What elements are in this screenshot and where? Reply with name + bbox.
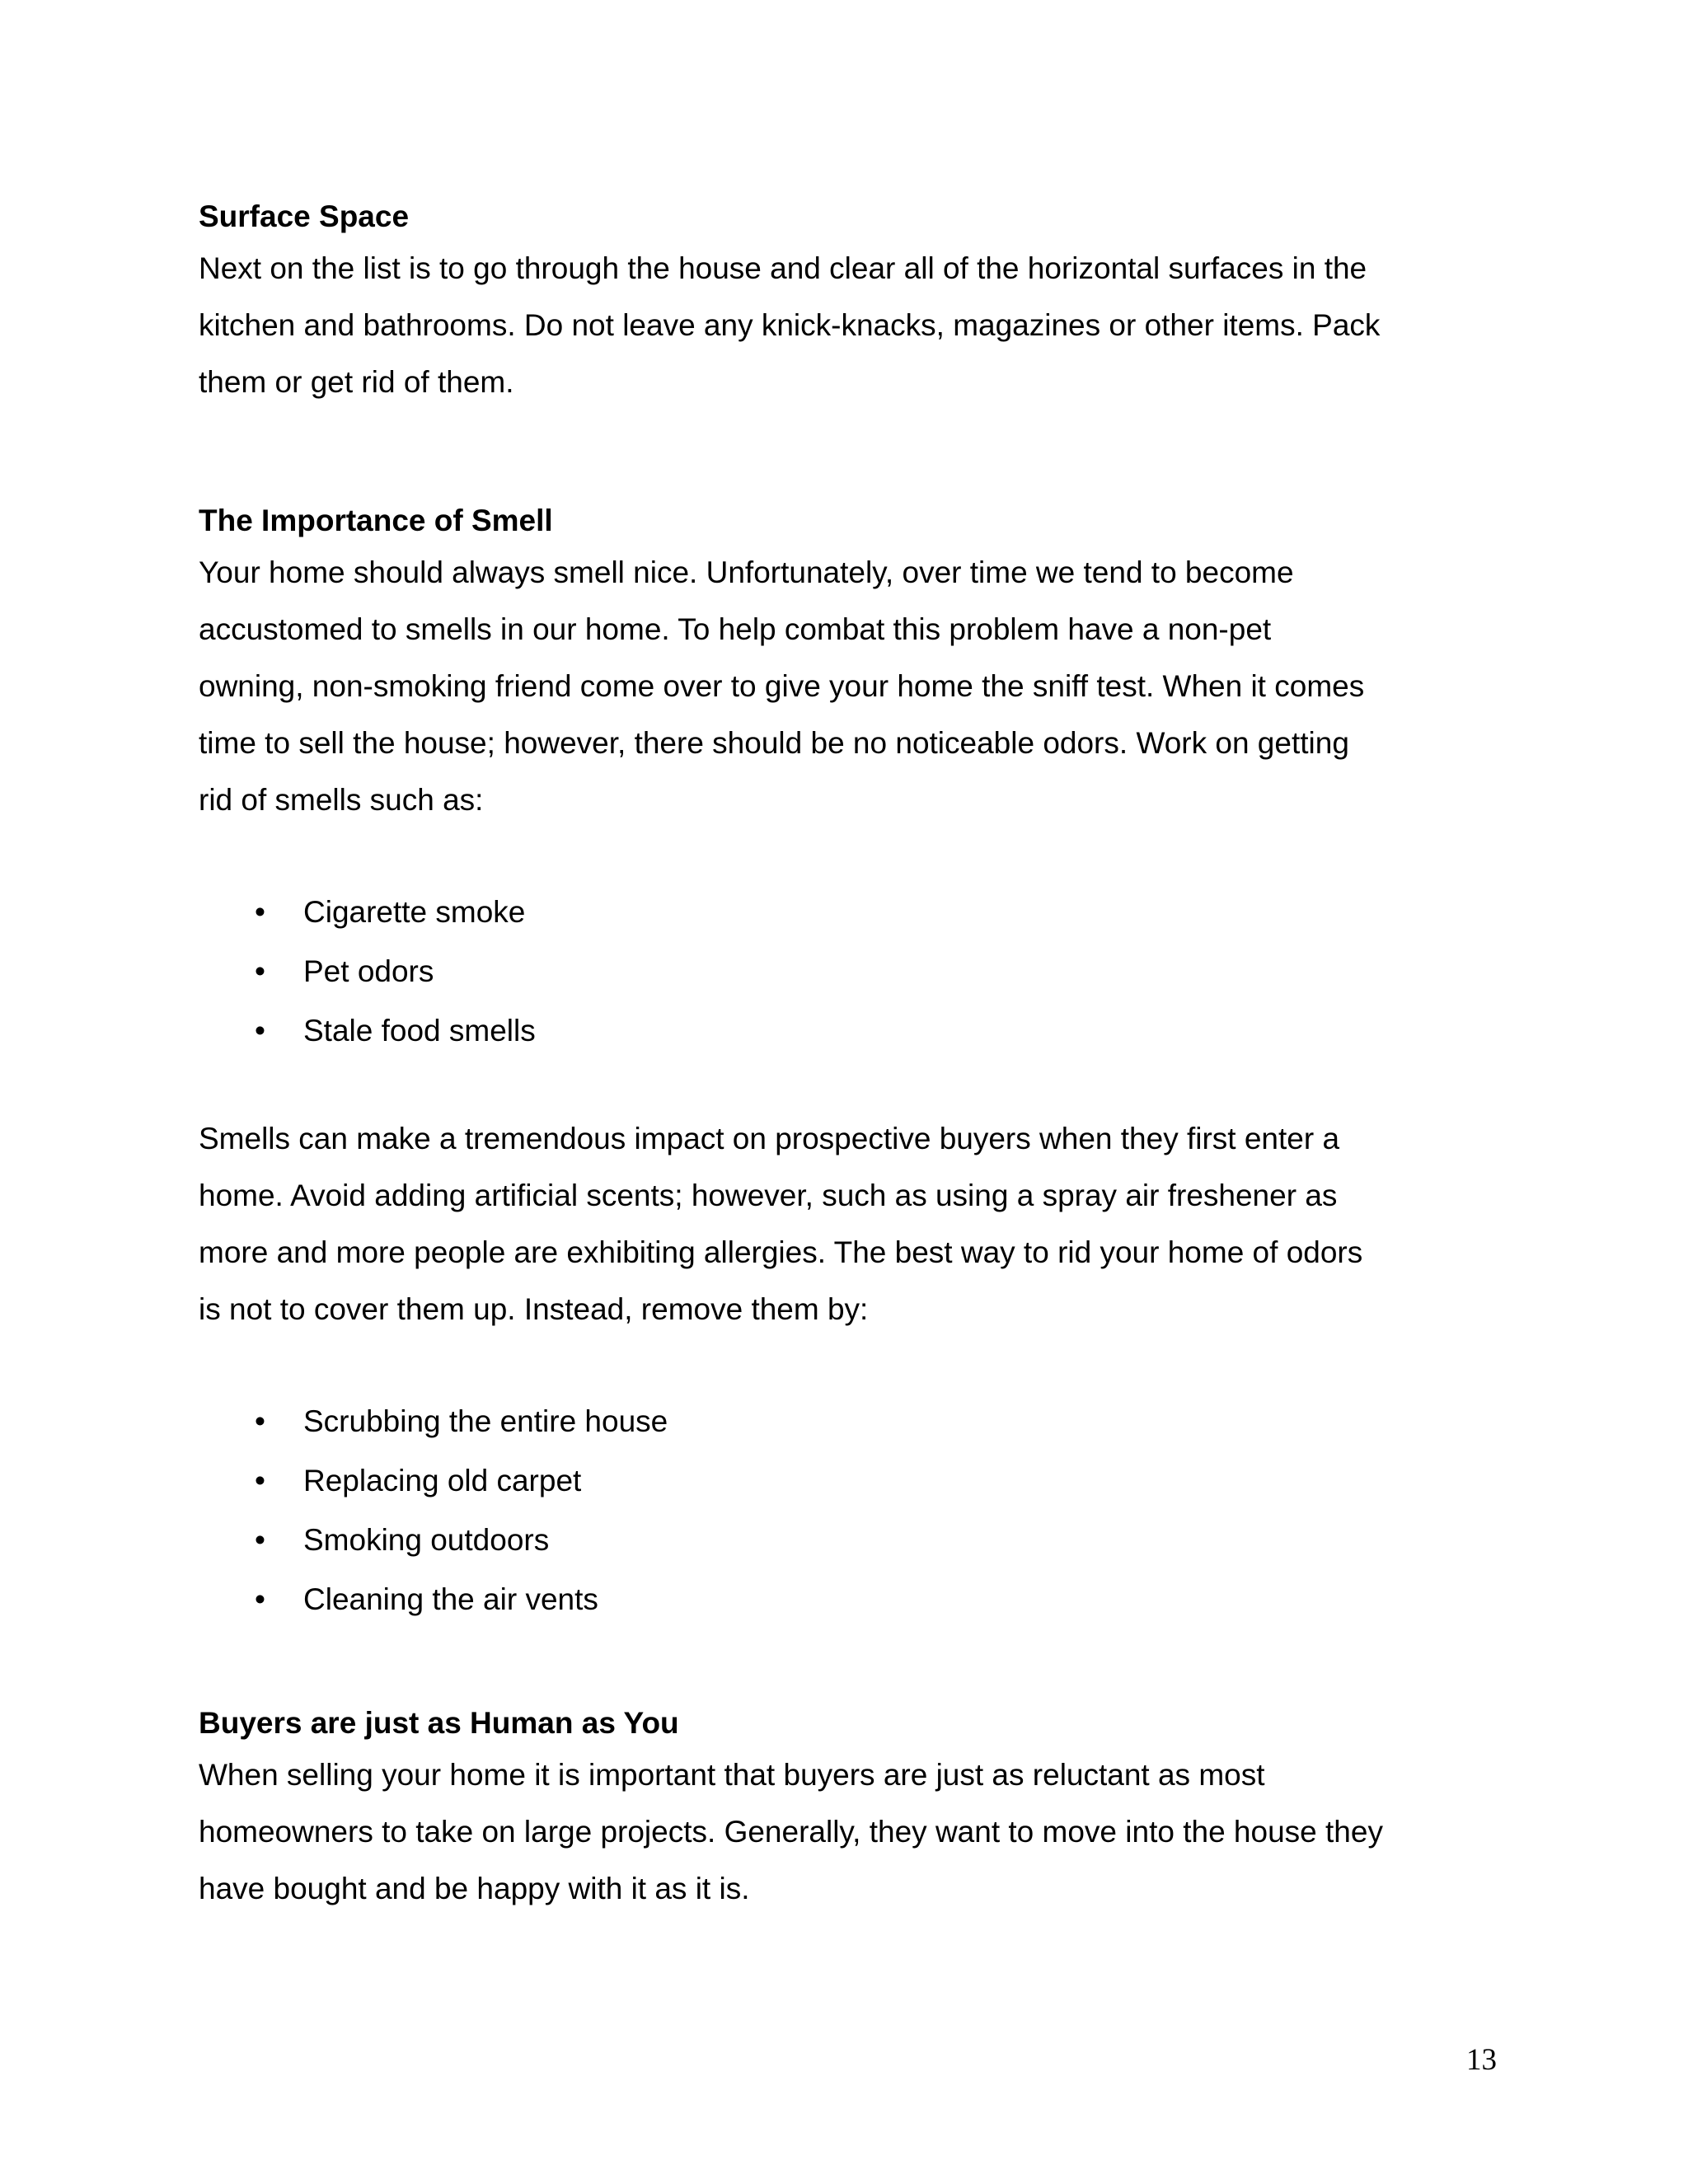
paragraph-smells-impact	[199, 1110, 1501, 1338]
bullet-icon: •	[255, 1464, 265, 1497]
text-line: Smells can make a tremendous impact on prospective buyers when they first enter a	[199, 1122, 1340, 1155]
paragraph-buyers-human	[199, 1746, 1501, 1917]
list-item-text: Cleaning the air vents	[303, 1582, 598, 1616]
list-item	[199, 1392, 1501, 1451]
bullet-icon: •	[255, 895, 265, 929]
list-item-text: Cigarette smoke	[303, 895, 526, 929]
bullet-icon: •	[255, 1014, 265, 1047]
text-line: When selling your home it is important that buyers are just as reluctant as most	[199, 1758, 1265, 1792]
bullet-icon: •	[255, 1404, 265, 1438]
text-line: rid of smells such as:	[199, 783, 484, 817]
text-line: Next on the list is to go through the house and clear all of the horizontal surfaces in the	[199, 251, 1367, 285]
bullet-icon: •	[255, 1582, 265, 1616]
paragraph-importance-of-smell	[199, 544, 1501, 828]
list-item-text: Replacing old carpet	[303, 1464, 582, 1497]
text-line: time to sell the house; however, there should be no noticeable odors. Work on getting	[199, 726, 1349, 760]
list-item-text: Smoking outdoors	[303, 1523, 550, 1557]
list-item	[199, 1001, 1501, 1061]
text-line: homeowners to take on large projects. Generally, they want to move into the house they	[199, 1815, 1383, 1849]
paragraph-surface-space	[199, 240, 1501, 410]
spacer	[199, 1061, 1501, 1110]
list-item	[199, 1570, 1501, 1629]
list-item-text: Stale food smells	[303, 1014, 536, 1047]
list-item	[199, 1511, 1501, 1570]
page-number: 13	[1466, 2043, 1497, 2077]
text-line: have bought and be happy with it as it is.	[199, 1872, 750, 1905]
bullet-icon: •	[255, 1523, 265, 1557]
spacer	[199, 1338, 1501, 1392]
text-line: kitchen and bathrooms. Do not leave any knick-knacks, magazines or other items. Pack	[199, 308, 1381, 342]
spacer	[199, 1629, 1501, 1700]
list-item-text: Pet odors	[303, 954, 434, 988]
spacer	[199, 410, 1501, 498]
text-line: home. Avoid adding artificial scents; however, such as using a spray air freshener as	[199, 1179, 1338, 1212]
text-line: owning, non-smoking friend come over to give your home the sniff test. When it comes	[199, 669, 1365, 703]
section-heading-importance-of-smell: The Importance of Smell	[199, 504, 553, 537]
bullet-list-remove-odors	[199, 1392, 1501, 1629]
text-line: Your home should always smell nice. Unfortunately, over time we tend to become	[199, 555, 1294, 589]
text-line: is not to cover them up. Instead, remove them by:	[199, 1292, 869, 1326]
section-heading-buyers-human: Buyers are just as Human as You	[199, 1706, 679, 1740]
list-item	[199, 942, 1501, 1001]
page-content	[199, 194, 1501, 1917]
text-line: accustomed to smells in our home. To help combat this problem have a non-pet	[199, 612, 1272, 646]
list-item	[199, 883, 1501, 942]
bullet-list-smells	[199, 883, 1501, 1061]
text-line: them or get rid of them.	[199, 365, 514, 399]
text-line: more and more people are exhibiting allergies. The best way to rid your home of odors	[199, 1235, 1363, 1269]
list-item-text: Scrubbing the entire house	[303, 1404, 668, 1438]
bullet-icon: •	[255, 954, 265, 988]
list-item	[199, 1451, 1501, 1511]
spacer	[199, 828, 1501, 883]
section-heading-surface-space: Surface Space	[199, 199, 410, 233]
